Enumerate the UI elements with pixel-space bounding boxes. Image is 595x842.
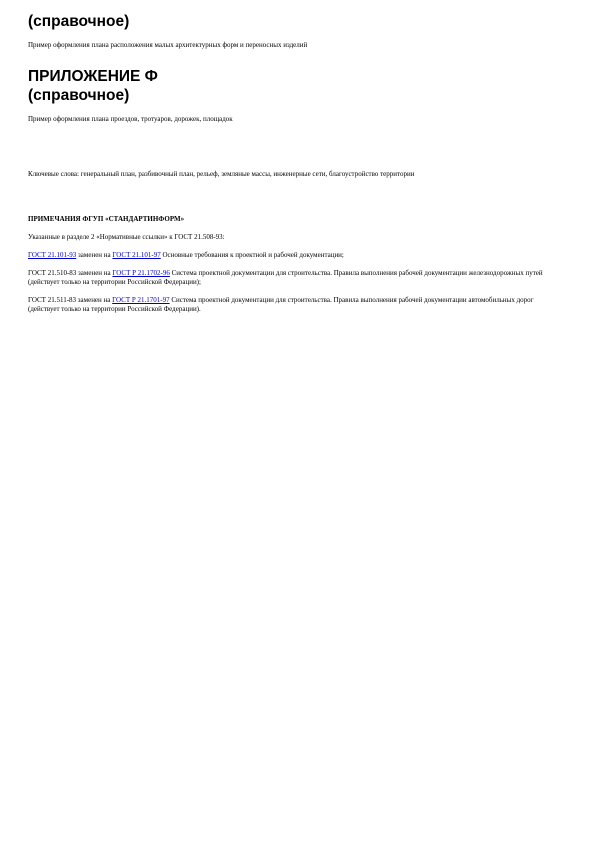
standard-link-new[interactable]: ГОСТ Р 21.1701-97 xyxy=(112,296,170,304)
note-text: Система проектной документации для строительства. Правила выполнения рабочей документации автомобильных дорог (действует только на территории Российской Федерации). xyxy=(28,296,534,313)
section-subtitle xyxy=(28,12,547,31)
standard-link-old[interactable]: ГОСТ 21.101-93 xyxy=(28,251,77,259)
note-item xyxy=(28,251,547,260)
note-text: Система проектной документации для строительства. Правила выполнения рабочей документации железнодорожных путей (действует только на территории Российской Федерации); xyxy=(28,269,543,286)
standard-ref-old: ГОСТ 21.511-83 xyxy=(28,296,77,304)
note-text: Основные требования к проектной и рабочей документации; xyxy=(160,251,344,259)
notes-title: ПРИМЕЧАНИЯ ФГУП «СТАНДАРТИНФОРМ» xyxy=(28,215,185,223)
appendix-title: ПРИЛОЖЕНИЕ Ф xyxy=(28,68,158,85)
note-item xyxy=(28,269,547,287)
notes-intro: Указанные в разделе 2 «Нормативные ссылки» к ГОСТ 21.508-93: xyxy=(28,233,225,241)
standard-ref-old: ГОСТ 21.510-83 xyxy=(28,269,77,277)
section-subtitle-text: (справочное) xyxy=(28,13,130,30)
appendix-heading xyxy=(28,67,547,105)
standard-link-new[interactable]: ГОСТ 21.101-97 xyxy=(112,251,161,259)
note-item xyxy=(28,296,547,314)
note-connector: заменен на xyxy=(76,296,113,304)
figure-caption-small-forms: Пример оформления плана расположения малых архитектурных форм и переносных изделий xyxy=(28,41,308,49)
figure-caption-driveways: Пример оформления плана проездов, тротуаров, дорожек, площадок xyxy=(28,115,233,123)
note-connector: заменен на xyxy=(76,269,113,277)
appendix-subtitle: (справочное) xyxy=(28,87,130,104)
keywords-paragraph: Ключевые слова: генеральный план, разбивочный план, рельеф, земляные массы, инженерные сети, благоустройство территории xyxy=(28,170,415,178)
note-connector: заменен на xyxy=(76,251,113,259)
standard-link-new[interactable]: ГОСТ Р 21.1702-96 xyxy=(112,269,170,277)
